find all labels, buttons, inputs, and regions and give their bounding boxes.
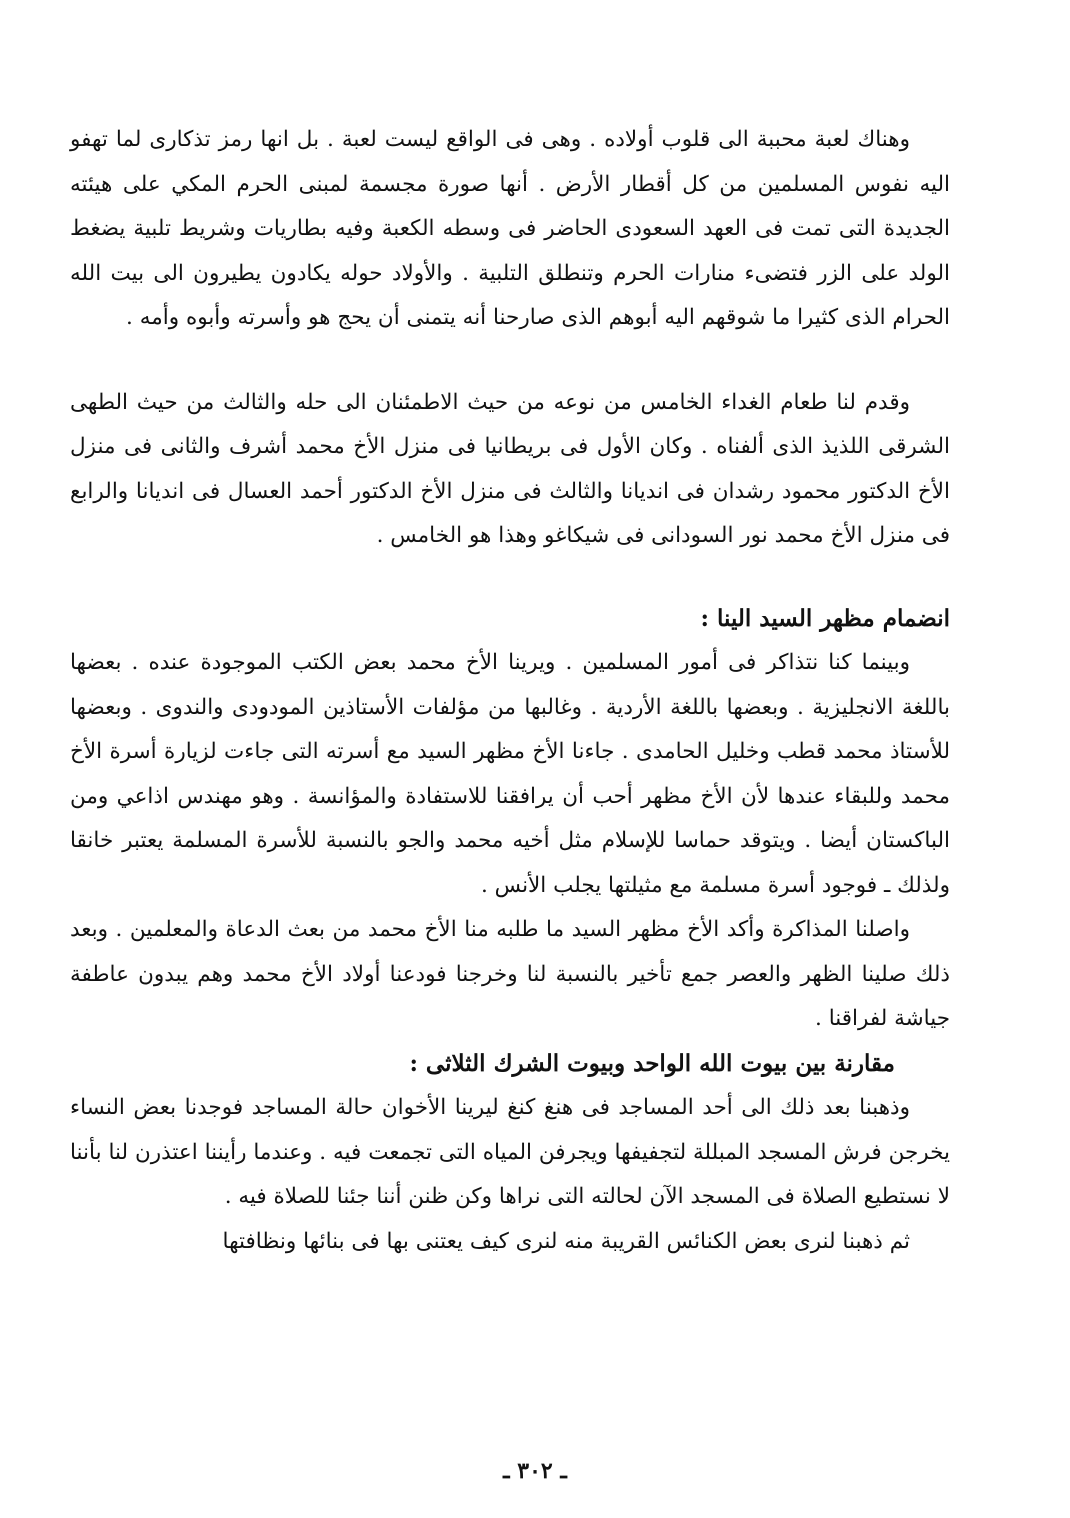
paragraph-churches: ثم ذهبنا لنرى بعض الكنائس القريبة منه لنرى كيف يعتنى بها فى بنائها ونظافتها [222, 1228, 910, 1254]
paragraph-spacer [70, 341, 950, 381]
section-heading-mazhar: انضمام مظهر السيد الينا : [700, 604, 950, 632]
page-number: ـ ٣٠٢ ـ [503, 1458, 567, 1484]
paragraph-farewell: واصلنا المذاكرة وأكد الأخ مظهر السيد ما طلبه منا الأخ محمد من بعث الدعاة والمعلمين . وبعد ذلك صلينا الظهر والعصر جمع تأخير بالنسبة لنا وخرجنا فودعنا أولاد الأخ محمد وهم يبدون عاطفة جياشة لفراقنا . [70, 917, 950, 1031]
paragraph-mosque: وذهبنا بعد ذلك الى أحد المساجد فى هنغ كنغ ليرينا الأخوان حالة المساجد فوجدنا بعض النساء يخرجن فرش المسجد المبللة لتجفيفها ويجرفن المياه التى تجمعت فيه . وعندما رأيننا اعتذرن لنا بأننا لا نستطيع الصلاة فى المسجد الآن لحالته التى نراها وكن ظنن أننا جئنا للصلاة فيه . [70, 1095, 950, 1209]
book-page [70, 118, 950, 1418]
paragraph-books: وبينما كنا نتذاكر فى أمور المسلمين . ويرينا الأخ محمد بعض الكتب الموجودة عنده . بعضها باللغة الانجليزية . وبعضها باللغة الأردية . وغالبها من مؤلفات الأستاذين المودودى والندوى . وبعضها للأستاذ محمد قطب وخليل الحامدى . جاءنا الأخ مظهر السيد مع أسرته التى جاءت لزيارة أسرة الأخ محمد وللبقاء عندها لأن الأخ مظهر أحب أن يرافقنا للاستفادة والمؤانسة . وهو مهندس اذاعي ومن الباكستان أيضا . ويتوقد حماسا للإسلام مثل أخيه محمد والجو بالنسبة للأسرة المسلمة يعتبر خانقا ولذلك ـ فوجود أسرة مسلمة مع مثيلتها يجلب الأنس . [70, 650, 950, 898]
section-heading-comparison: مقارنة بين بيوت الله الواحد وبيوت الشرك الثلاثى : [409, 1049, 895, 1077]
paragraph-spacer [70, 559, 950, 597]
paragraph-lunch: وقدم لنا طعام الغداء الخامس من نوعه من حيث الاطمئنان الى حله والثالث من حيث الطهى الشرقى اللذيذ الذى ألفناه . وكان الأول فى بريطانيا فى منزل الأخ محمد أشرف والثانى فى منزل الأخ الدكتور محمود رشدان فى انديانا والثالث فى منزل الأخ الدكتور أحمد العسال فى انديانا والرابع فى منزل الأخ محمد نور السودانى فى شيكاغو وهذا هو الخامس . [70, 389, 950, 548]
paragraph-toy-kaaba: وهناك لعبة محببة الى قلوب أولاده . وهى فى الواقع ليست لعبة . بل انها رمز تذكارى لما تهفو اليه نفوس المسلمين من كل أقطار الأرض . أنها صورة مجسمة لمبنى الحرم المكي على هيئته الجديدة التى تمت فى العهد السعودى الحاضر فى وسطه الكعبة وفيه بطاريات وشريط تلبية يضغط الولد على الزر فتضىء منارات الحرم وتنطلق التلبية . والأولاد حوله يكادون يطيرون الى بيت الله الحرام الذى كثيرا ما شوقهم اليه أبوهم الذى صارحنا أنه يتمنى أن يحج هو وأسرته وأبوه وأمه . [70, 127, 950, 330]
